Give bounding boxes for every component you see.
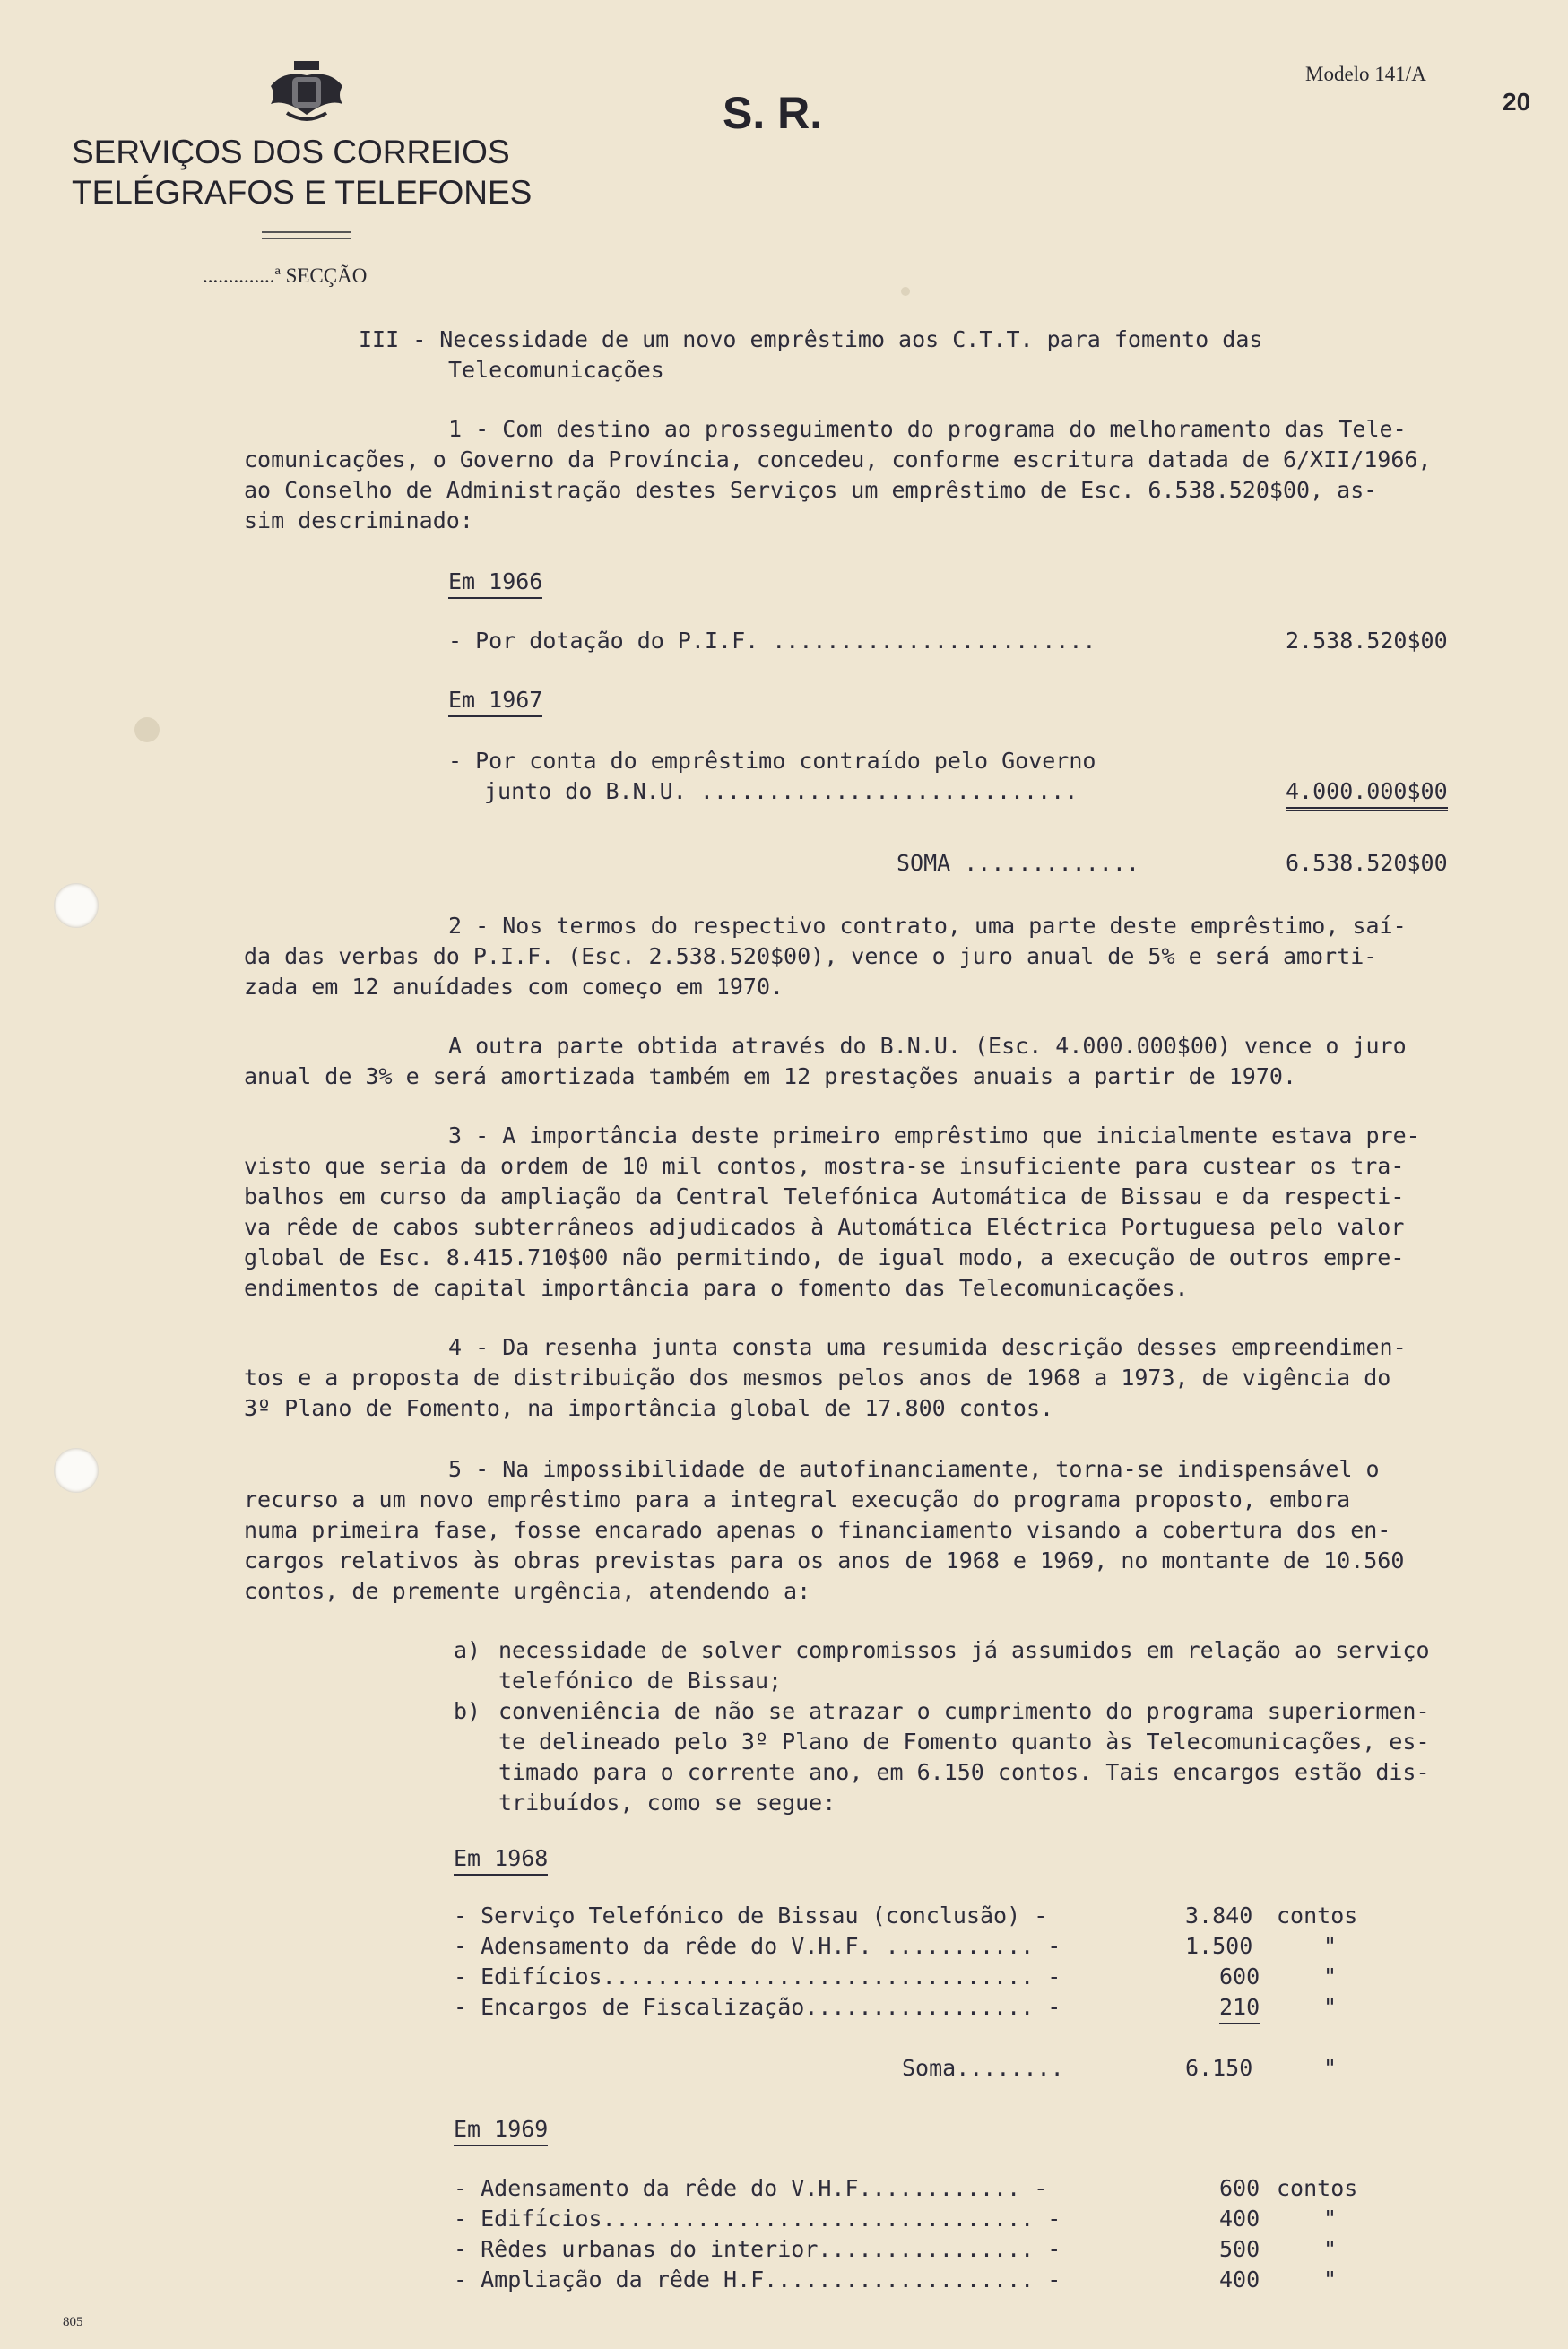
crest-emblem <box>265 59 348 126</box>
list-a-line: telefónico de Bissau; <box>498 1668 783 1694</box>
table-row-unit: " <box>1323 2267 1338 2293</box>
loan-item-1: - Por dotação do P.I.F. ........................ <box>448 628 1096 654</box>
seccao-label: ..............ª SECÇÃO <box>203 264 368 287</box>
table-row-value: 600 <box>1219 1963 1260 1989</box>
p3-line: balhos em curso da ampliação da Central Telefónica Automática de Bissau e da respecti- <box>244 1183 1405 1209</box>
table-sum-value: 6.150 <box>1185 2055 1253 2081</box>
list-b-label: b) <box>454 1698 481 1724</box>
loan-sum-value: 6.538.520$00 <box>1286 850 1448 876</box>
list-a-label: a) <box>454 1637 481 1663</box>
p2-line: 2 - Nos termos do respectivo contrato, uma parte deste emprêstimo, saí- <box>448 913 1407 939</box>
loan-item-2: - Por conta do emprêstimo contraído pelo Governo <box>448 748 1096 774</box>
table-row-value: 400 <box>1219 2267 1260 2293</box>
table-row-unit: " <box>1323 2236 1338 2262</box>
loan-sum-label: SOMA ............. <box>897 850 1139 876</box>
p4-line: 4 - Da resenha junta consta uma resumida descrição desses empreendimen- <box>448 1334 1407 1360</box>
table-row-label: - Rêdes urbanas do interior................ - <box>454 2236 1061 2262</box>
table-sum-unit: " <box>1323 2055 1338 2081</box>
p4-line: tos e a proposta de distribuição dos mesmos pelos anos de 1968 a 1973, de vigência do <box>244 1365 1391 1391</box>
table-row-unit: " <box>1323 1994 1338 2020</box>
table-row-label: - Edifícios................................ - <box>454 2206 1061 2232</box>
p3-line: visto que seria da ordem de 10 mil contos, mostra-se insuficiente para custear os tra- <box>244 1153 1405 1179</box>
divider <box>262 231 351 233</box>
p2-line: zada em 12 anuídades com começo em 1970. <box>244 974 784 1000</box>
p1-line: sim descriminado: <box>244 507 473 533</box>
stain <box>134 717 160 742</box>
year-heading-1969: Em 1969 <box>454 2114 548 2146</box>
p5-line: recurso a um novo emprêstimo para a integral execução do programa proposto, embora <box>244 1487 1351 1513</box>
p3-line: global de Esc. 8.415.710$00 não permitindo, de igual modo, a execução de outros empre- <box>244 1244 1405 1270</box>
page-number: 20 <box>1503 88 1531 116</box>
list-b-line: conveniência de não se atrazar o cumprimento do programa superiormen- <box>498 1698 1430 1724</box>
punch-hole <box>54 883 99 928</box>
year-heading-1968: Em 1968 <box>454 1843 548 1876</box>
p3-line: endimentos de capital importância para o fomento das Telecomunicações. <box>244 1275 1189 1301</box>
model-label: Modelo 141/A <box>1305 63 1426 85</box>
p3-line: 3 - A importância deste primeiro emprêstimo que inicialmente estava pre- <box>448 1122 1420 1148</box>
table-row-label: - Ampliação da rêde H.F.................... - <box>454 2267 1061 2293</box>
p3-line: va rêde de cabos subterrâneos adjudicados à Automática Eléctrica Portuguesa pelo valor <box>244 1214 1405 1240</box>
p1-line: comunicações, o Governo da Província, concedeu, conforme escritura datada de 6/XII/1966, <box>244 446 1432 472</box>
year-heading-1967: Em 1967 <box>448 685 542 717</box>
form-code: 805 <box>63 2315 83 2329</box>
p5-line: numa primeira fase, fosse encarado apenas o financiamento visando a cobertura dos en- <box>244 1517 1391 1543</box>
p5-line: cargos relativos às obras previstas para os anos de 1968 e 1969, no montante de 10.560 <box>244 1547 1405 1573</box>
p1-line: 1 - Com destino ao prosseguimento do programa do melhoramento das Tele- <box>448 416 1407 442</box>
table-row-unit: " <box>1323 1963 1338 1989</box>
table-row-value: 210 <box>1219 1992 1260 2024</box>
p1-line: ao Conselho de Administração destes Serviços um emprêstimo de Esc. 6.538.520$00, as- <box>244 477 1378 503</box>
table-row-value: 1.500 <box>1185 1933 1253 1959</box>
divider <box>262 238 351 239</box>
list-a-line: necessidade de solver compromissos já assumidos em relação ao serviço <box>498 1637 1430 1663</box>
table-row-label: - Adensamento da rêde do V.H.F............ - <box>454 2175 1048 2201</box>
loan-value-2: 4.000.000$00 <box>1286 776 1448 811</box>
table-row-label: - Edifícios................................ - <box>454 1963 1061 1989</box>
section-heading: III - Necessidade de um novo emprêstimo aos C.T.T. para fomento das <box>359 326 1263 352</box>
table-row-value: 500 <box>1219 2236 1260 2262</box>
table-row-value: 600 <box>1219 2175 1260 2201</box>
list-b-line: te delineado pelo 3º Plano de Fomento quanto às Telecomunicações, es- <box>498 1729 1430 1755</box>
p2-line: da das verbas do P.I.F. (Esc. 2.538.520$00), vence o juro anual de 5% e será amorti- <box>244 943 1378 969</box>
loan-value-1: 2.538.520$00 <box>1286 628 1448 654</box>
table-row-label: - Serviço Telefónico de Bissau (conclusão) - <box>454 1903 1048 1929</box>
table-row-value: 3.840 <box>1185 1903 1253 1929</box>
section-heading-cont: Telecomunicações <box>448 357 664 383</box>
punch-hole <box>54 1448 99 1493</box>
loan-item-2-cont: junto do B.N.U. ............................ <box>484 778 1079 804</box>
org-line-1: SERVIÇOS DOS CORREIOS <box>72 134 510 170</box>
p2b-line: anual de 3% e será amortizada também em 12 prestações anuais a partir de 1970. <box>244 1063 1296 1089</box>
list-b-line: tribuídos, como se segue: <box>498 1790 836 1816</box>
p2b-line: A outra parte obtida através do B.N.U. (Esc. 4.000.000$00) vence o juro <box>448 1033 1407 1059</box>
list-b-line: timado para o corrente ano, em 6.150 contos. Tais encargos estão dis- <box>498 1759 1430 1785</box>
table-row-unit: " <box>1323 2206 1338 2232</box>
table-row-unit: contos <box>1277 2175 1358 2201</box>
stain <box>901 287 910 296</box>
table-row-label: - Encargos de Fiscalização................. - <box>454 1994 1061 2020</box>
table-row-unit: contos <box>1277 1903 1358 1929</box>
table-row-unit: " <box>1323 1933 1338 1959</box>
table-sum-label: Soma........ <box>902 2055 1064 2081</box>
table-row-value: 400 <box>1219 2206 1260 2232</box>
p5-line: 5 - Na impossibilidade de autofinanciamente, torna-se indispensável o <box>448 1456 1380 1482</box>
page-title: S. R. <box>723 88 823 138</box>
p4-line: 3º Plano de Fomento, na importância global de 17.800 contos. <box>244 1395 1054 1421</box>
org-line-2: TELÉGRAFOS E TELEFONES <box>72 174 533 211</box>
table-row-label: - Adensamento da rêde do V.H.F. ........... - <box>454 1933 1061 1959</box>
p5-line: contos, de premente urgência, atendendo a: <box>244 1578 811 1604</box>
year-heading-1966: Em 1966 <box>448 567 542 599</box>
